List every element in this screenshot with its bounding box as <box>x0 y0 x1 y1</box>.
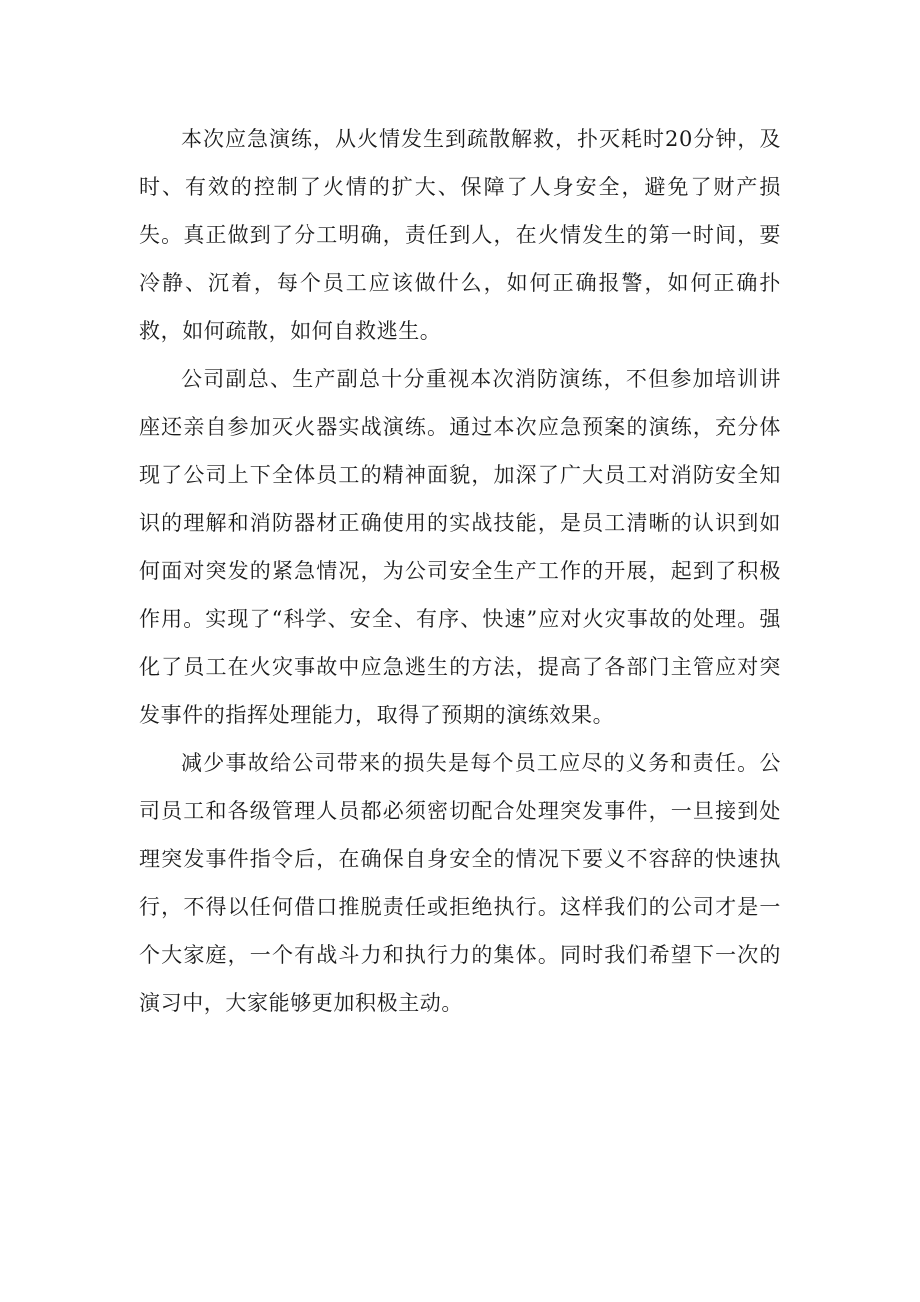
paragraph-3: 减少事故给公司带来的损失是每个员工应尽的义务和责任。公司员工和各级管理人员都必须密切配合处理突发事件，一旦接到处理突发事件指令后，在确保自身安全的情况下要义不容辞的快速执行，不得以任何借口推脱责任或拒绝执行。这样我们的公司才是一个大家庭，一个有战斗力和执行力的集体。同时我们希望下一次的演习中，大家能够更加积极主动。 <box>139 751 781 1015</box>
paragraph-1: 本次应急演练，从火情发生到疏散解救，扑灭耗时20分钟，及时、有效的控制了火情的扩大、保障了人身安全，避免了财产损失。真正做到了分工明确，责任到人，在火情发生的第一时间，要冷静、沉着，每个员工应该做什么，如何正确报警，如何正确扑救，如何疏散，如何自救逃生。 <box>139 127 781 343</box>
paragraph-2: 公司副总、生产副总十分重视本次消防演练，不但参加培训讲座还亲自参加灭火器实战演练。通过本次应急预案的演练，充分体现了公司上下全体员工的精神面貌，加深了广大员工对消防安全知识的理解和消防器材正确使用的实战技能，是员工清晰的认识到如何面对突发的紧急情况，为公司安全生产工作的开展，起到了积极作用。实现了“科学、安全、有序、快速”应对火灾事故的处理。强化了员工在火灾事故中应急逃生的方法，提高了各部门主管应对突发事件的指挥处理能力，取得了预期的演练效果。 <box>139 367 781 727</box>
document-body <box>139 115 781 1027</box>
